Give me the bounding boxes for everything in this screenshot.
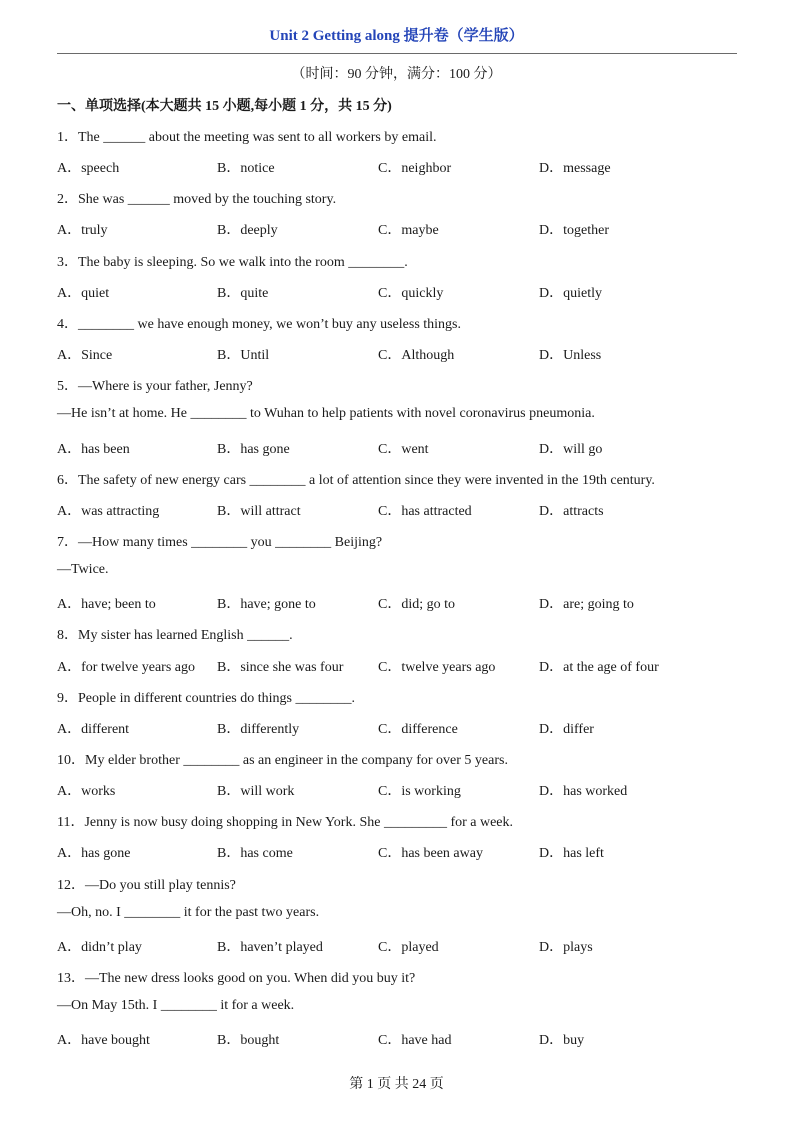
answer-option: C．twelve years ago — [378, 659, 496, 675]
question-line: —On May 15th. I ________ it for a week. — [57, 998, 295, 1014]
answer-option: A．speech — [57, 161, 120, 177]
header-divider — [57, 53, 737, 54]
answer-option: A．has gone — [57, 846, 131, 862]
answer-option: A．for twelve years ago — [57, 659, 196, 675]
answer-option: D．differ — [539, 721, 594, 737]
answer-option: C．Although — [378, 348, 455, 364]
answer-option: A．works — [57, 784, 116, 800]
answer-option: D．message — [539, 161, 611, 177]
answer-option: B．Until — [217, 348, 270, 364]
question-stem: 10．My elder brother ________ as an engineer in the company for over 5 years. — [57, 753, 508, 768]
answer-option: C．played — [378, 939, 439, 955]
answer-option: B．deeply — [217, 223, 278, 239]
answer-option: D．are; going to — [539, 597, 634, 613]
answer-options — [57, 936, 737, 956]
answer-options — [57, 438, 737, 458]
answer-option: A．different — [57, 721, 130, 737]
answer-option: D．quietly — [539, 285, 602, 301]
answer-option: D．Unless — [539, 348, 602, 364]
answer-option: C．have had — [378, 1033, 452, 1049]
answer-options — [57, 282, 737, 302]
question-line: —Oh, no. I ________ it for the past two years. — [57, 904, 320, 920]
answer-options — [57, 500, 737, 520]
question-stem: 3．The baby is sleeping. So we walk into the room ________. — [57, 254, 408, 270]
exam-time-score: （时间：90 分钟，满分：100 分） — [291, 67, 502, 82]
question-stem: 2．She was ______ moved by the touching story. — [57, 192, 337, 208]
answer-option: D．has left — [539, 846, 604, 862]
answer-option: C．has attracted — [378, 503, 472, 519]
answer-option: A．has been — [57, 441, 130, 457]
answer-options — [57, 157, 737, 177]
answer-option: B．has gone — [217, 441, 290, 457]
section-heading: 一、单项选择(本大题共 15 小题,每小题 1 分，共 15 分) — [57, 99, 392, 114]
page-number: 第 1 页 共 24 页 — [349, 1077, 444, 1092]
answer-option: A．didn’t play — [57, 939, 142, 955]
answer-options — [57, 780, 737, 800]
answer-option: A．quiet — [57, 285, 110, 301]
answer-option: C．did; go to — [378, 597, 456, 613]
answer-option: A．Since — [57, 348, 113, 364]
answer-option: C．maybe — [378, 223, 439, 239]
answer-option: D．attracts — [539, 503, 604, 519]
answer-options — [57, 1029, 737, 1049]
answer-option: A．have; been to — [57, 597, 156, 613]
question-stem: 8．My sister has learned English ______. — [57, 628, 293, 644]
answer-option: B．bought — [217, 1033, 280, 1049]
answer-options — [57, 344, 737, 364]
answer-option: D．buy — [539, 1033, 585, 1049]
question-line: —Twice. — [57, 562, 109, 578]
question-stem: 7．—How many times ________ you ________ Beijing? — [57, 534, 383, 550]
answer-option: B．differently — [217, 721, 300, 737]
answer-option: C．is working — [378, 784, 461, 800]
question-stem: 6．The safety of new energy cars ________ a lot of attention since they were invented in the 19th century. — [57, 472, 655, 488]
answer-option: B．since she was four — [217, 659, 344, 675]
question-stem: 13．—The new dress looks good on you. When did you buy it? — [57, 971, 416, 987]
document-title: Unit 2 Getting along 提升卷（学生版） — [269, 28, 524, 44]
answer-options — [57, 718, 737, 738]
answer-option: B．notice — [217, 161, 275, 177]
answer-options — [57, 219, 737, 239]
answer-option: A．truly — [57, 223, 108, 239]
question-stem: 4．________ we have enough money, we won’t buy any useless things. — [57, 316, 461, 332]
answer-option: B．quite — [217, 285, 269, 301]
answer-option: B．haven’t played — [217, 939, 323, 955]
answer-option: C．difference — [378, 721, 458, 737]
answer-option: B．will attract — [217, 503, 301, 519]
answer-option: D．has worked — [539, 784, 628, 800]
question-stem: 5．—Where is your father, Jenny? — [57, 379, 253, 395]
answer-option: C．has been away — [378, 846, 483, 862]
answer-option: C．went — [378, 441, 429, 457]
answer-option: A．have bought — [57, 1033, 150, 1049]
answer-option: D．together — [539, 223, 609, 239]
answer-option: B．will work — [217, 784, 295, 800]
answer-options — [57, 593, 737, 613]
question-stem: 1．The ______ about the meeting was sent to all workers by email. — [57, 130, 437, 145]
answer-options — [57, 656, 737, 676]
answer-options — [57, 842, 737, 862]
answer-option: B．have; gone to — [217, 597, 316, 613]
question-stem: 9．People in different countries do things ________. — [57, 690, 355, 706]
answer-option: A．was attracting — [57, 503, 160, 519]
question-stem: 11．Jenny is now busy doing shopping in New York. She _________ for a week. — [57, 815, 514, 831]
question-stem: 12．—Do you still play tennis? — [57, 877, 236, 893]
question-line: —He isn’t at home. He ________ to Wuhan to help patients with novel coronavirus pneumonia. — [57, 406, 595, 422]
answer-option: D．plays — [539, 939, 593, 955]
answer-option: C．neighbor — [378, 161, 452, 177]
answer-option: D．will go — [539, 441, 603, 457]
answer-option: D．at the age of four — [539, 659, 659, 675]
answer-option: C．quickly — [378, 285, 444, 301]
answer-option: B．has come — [217, 846, 293, 862]
